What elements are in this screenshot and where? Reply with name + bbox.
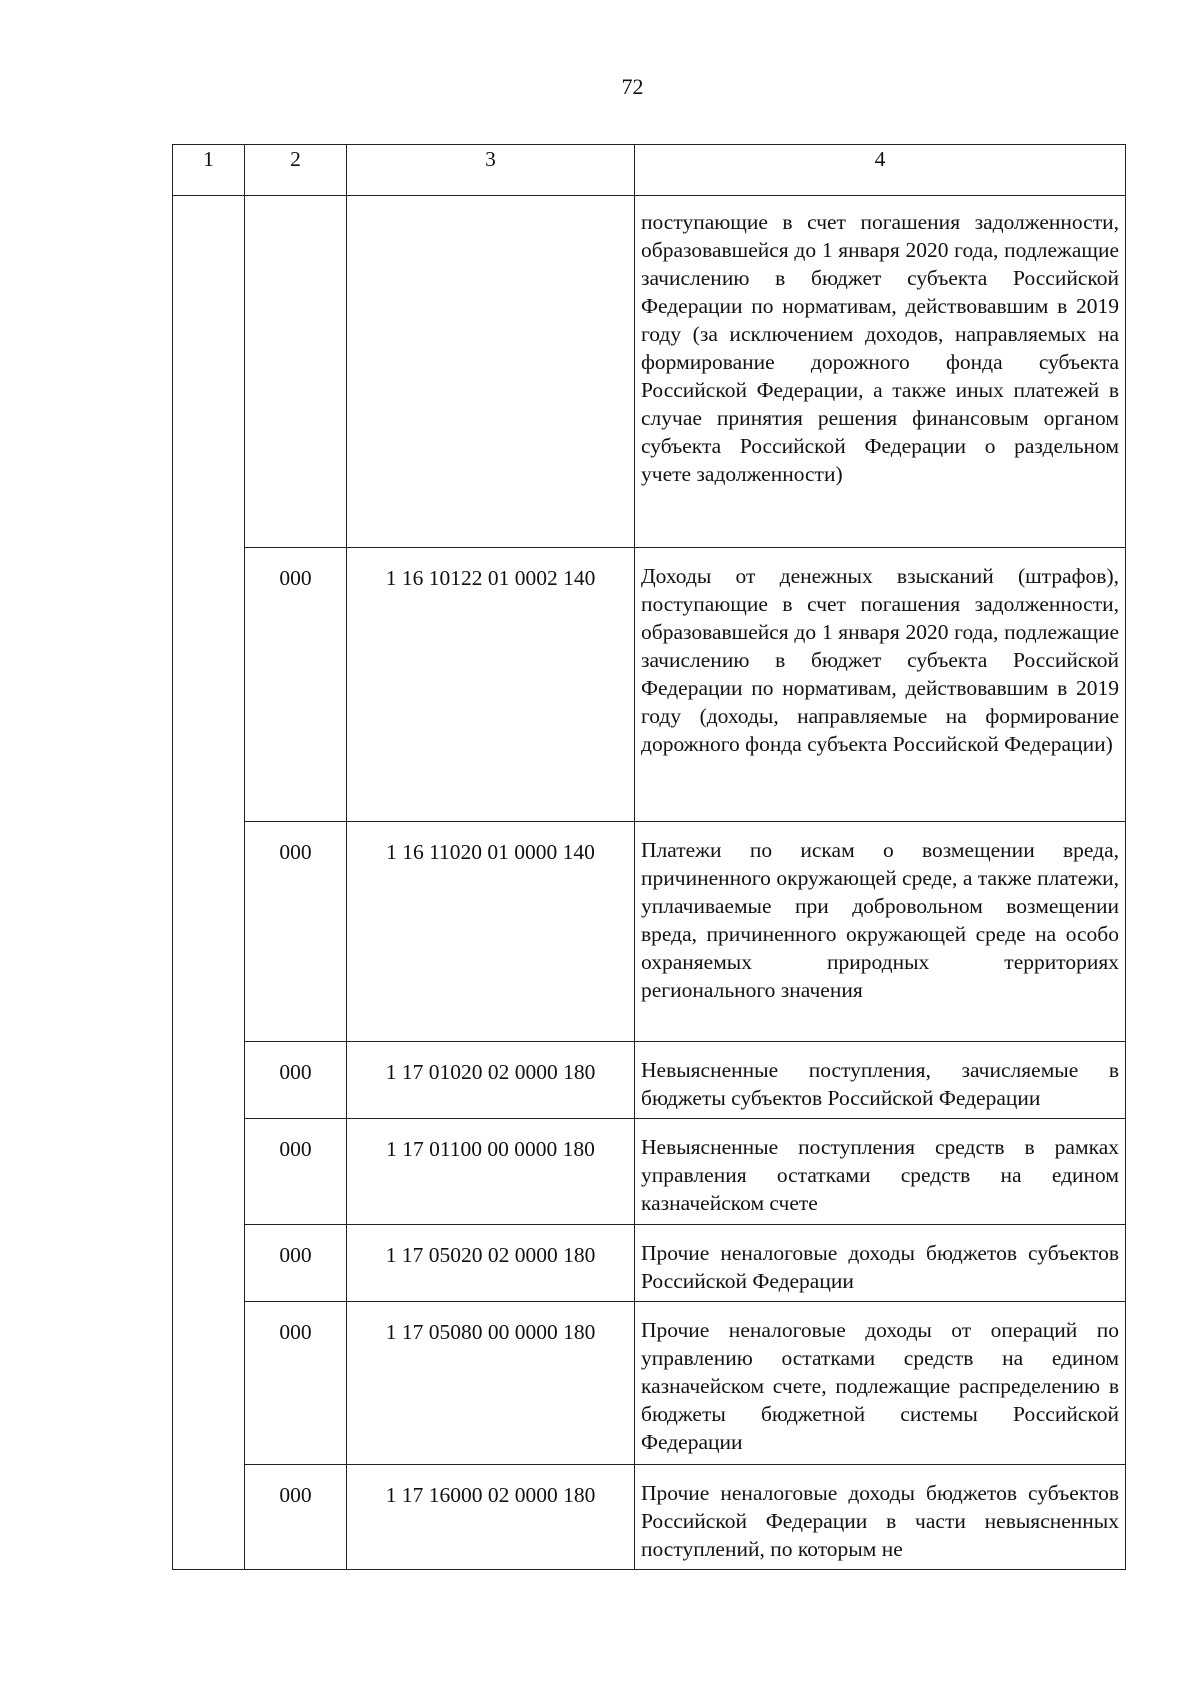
group-cell-empty	[173, 196, 245, 1570]
description-cell: Невыясненные поступления средств в рамках управления остатками средств на едином казначейском счете	[635, 1119, 1126, 1225]
description-cell: Доходы от денежных взысканий (штрафов), поступающие в счет погашения задолженности, образовавшейся до 1 января 2020 года, подлежащие зачислению в бюджет субъекта Российской Федерации по нормативам, действовавшим в 2019 году (доходы, направляемые на формирование дорожного фонда субъекта Российской Федерации)	[635, 548, 1126, 822]
header-col-2: 2	[245, 145, 347, 196]
kbk-code-cell: 1 17 05080 00 0000 180	[347, 1302, 635, 1465]
table-header-row	[173, 145, 1126, 196]
description-cell: Платежи по искам о возмещении вреда, причиненного окружающей среде, а также платежи, уплачиваемые при добровольном возмещении вреда, причиненного окружающей среде на особо охраняемых природных территориях регионального значения	[635, 822, 1126, 1042]
admin-code-cell-empty	[245, 196, 347, 548]
kbk-code-cell: 1 17 01020 02 0000 180	[347, 1042, 635, 1119]
header-col-1: 1	[173, 145, 245, 196]
header-col-3: 3	[347, 145, 635, 196]
kbk-code-cell: 1 17 16000 02 0000 180	[347, 1465, 635, 1570]
description-cell: Прочие неналоговые доходы от операций по управлению остатками средств на едином казначейском счете, подлежащие распределению в бюджеты бюджетной системы Российской Федерации	[635, 1302, 1126, 1465]
description-continuation: поступающие в счет погашения задолженности, образовавшейся до 1 января 2020 года, подлежащие зачислению в бюджет субъекта Российской Федерации по нормативам, действовавшим в 2019 году (за исключением доходов, направляемых на формирование дорожного фонда субъекта Российской Федерации, а также иных платежей в случае принятия решения финансовым органом субъекта Российской Федерации о раздельном учете задолженности)	[635, 196, 1126, 548]
table-row	[173, 1119, 1126, 1225]
table-row	[173, 548, 1126, 822]
table-row-continuation	[173, 196, 1126, 548]
table-row	[173, 1042, 1126, 1119]
table-row	[173, 822, 1126, 1042]
admin-code-cell: 000	[245, 1465, 347, 1570]
table-row	[173, 1465, 1126, 1570]
table-row	[173, 1302, 1126, 1465]
kbk-code-cell: 1 17 01100 00 0000 180	[347, 1119, 635, 1225]
page-number: 72	[621, 74, 644, 99]
admin-code-cell: 000	[245, 822, 347, 1042]
admin-code-cell: 000	[245, 1042, 347, 1119]
admin-code-cell: 000	[245, 1302, 347, 1465]
admin-code-cell: 000	[245, 1119, 347, 1225]
header-col-4: 4	[635, 145, 1126, 196]
kbk-cell-empty	[347, 196, 635, 548]
kbk-code-cell: 1 16 11020 01 0000 140	[347, 822, 635, 1042]
description-cell: Невыясненные поступления, зачисляемые в бюджеты субъектов Российской Федерации	[635, 1042, 1126, 1119]
kbk-code-cell: 1 16 10122 01 0002 140	[347, 548, 635, 822]
kbk-code-cell: 1 17 05020 02 0000 180	[347, 1225, 635, 1302]
budget-classification-table	[172, 144, 1126, 1570]
table-row	[173, 1225, 1126, 1302]
admin-code-cell: 000	[245, 1225, 347, 1302]
description-cell: Прочие неналоговые доходы бюджетов субъектов Российской Федерации в части невыясненных поступлений, по которым не	[635, 1465, 1126, 1570]
description-cell: Прочие неналоговые доходы бюджетов субъектов Российской Федерации	[635, 1225, 1126, 1302]
admin-code-cell: 000	[245, 548, 347, 822]
